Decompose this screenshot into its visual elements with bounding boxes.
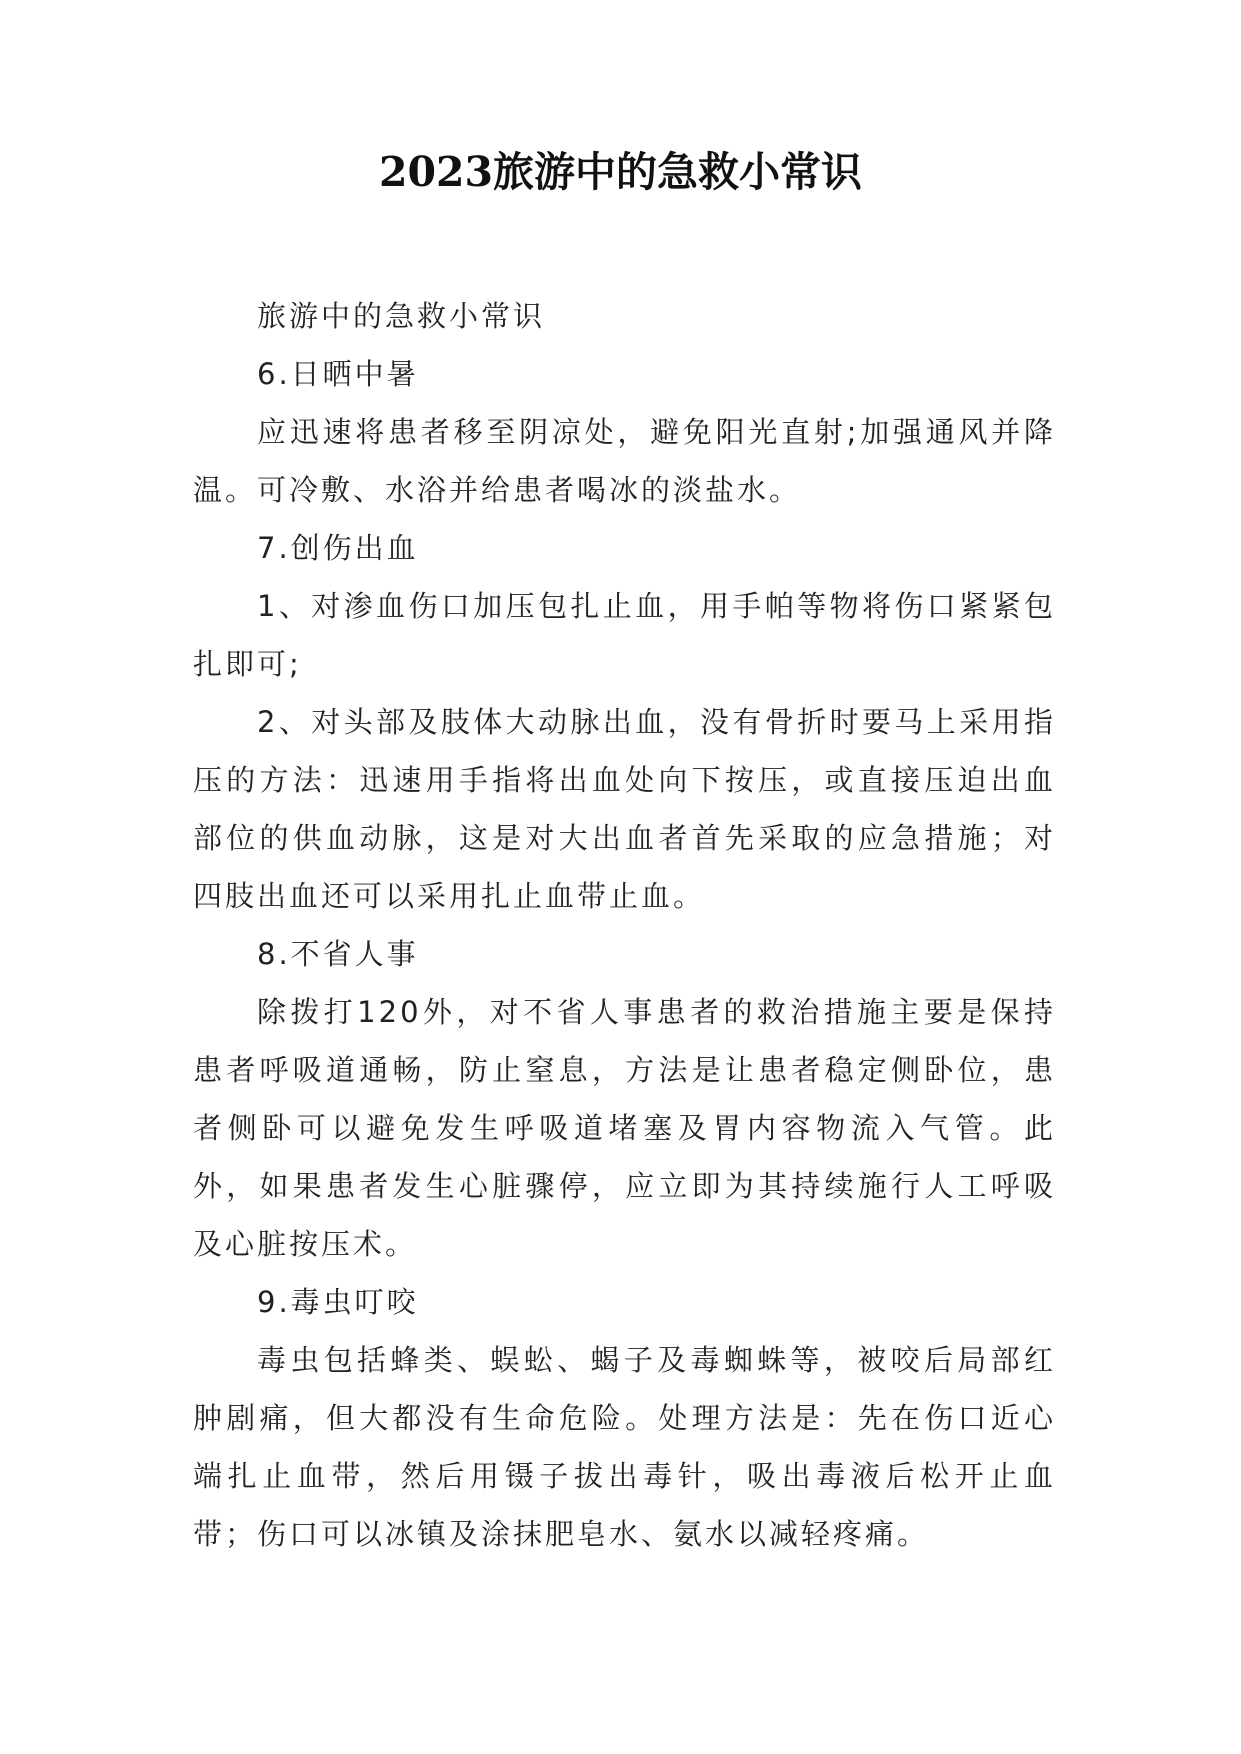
paragraph-subtitle: 旅游中的急救小常识 [257,299,546,333]
heading-bleeding: 7.创伤出血 [257,531,419,565]
paragraph-bleeding-1: 1、对渗血伤口加压包扎止血，用手帕等物将伤口紧紧包扎即可; [193,589,1056,681]
heading-sunstroke: 6.日晒中暑 [257,357,419,391]
document-title: 2023旅游中的急救小常识 [378,148,863,196]
paragraph-insect-bite: 毒虫包括蜂类、蜈蚣、蝎子及毒蜘蛛等，被咬后局部红肿剧痛，但大都没有生命危险。处理方法是：先在伤口近心端扎止血带，然后用镊子拔出毒针，吸出毒液后松开止血带；伤口可以冰镇及涂抹肥皂水、氨水以减轻疼痛。 [193,1343,1056,1551]
paragraph-sunstroke: 应迅速将患者移至阴凉处，避免阳光直射;加强通风并降温。可冷敷、水浴并给患者喝冰的淡盐水。 [193,415,1056,507]
paragraph-bleeding-2: 2、对头部及肢体大动脉出血，没有骨折时要马上采用指压的方法：迅速用手指将出血处向下按压，或直接压迫出血部位的供血动脉，这是对大出血者首先采取的应急措施；对四肢出血还可以采用扎止血带止血。 [193,705,1056,913]
heading-insect-bite: 9.毒虫叮咬 [257,1285,419,1319]
paragraph-unconscious: 除拨打120外，对不省人事患者的救治措施主要是保持患者呼吸道通畅，防止窒息，方法是让患者稳定侧卧位，患者侧卧可以避免发生呼吸道堵塞及胃内容物流入气管。此外，如果患者发生心脏骤停，应立即为其持续施行人工呼吸及心脏按压术。 [193,995,1056,1261]
heading-unconscious: 8.不省人事 [257,937,419,971]
document-body [193,287,1056,1563]
